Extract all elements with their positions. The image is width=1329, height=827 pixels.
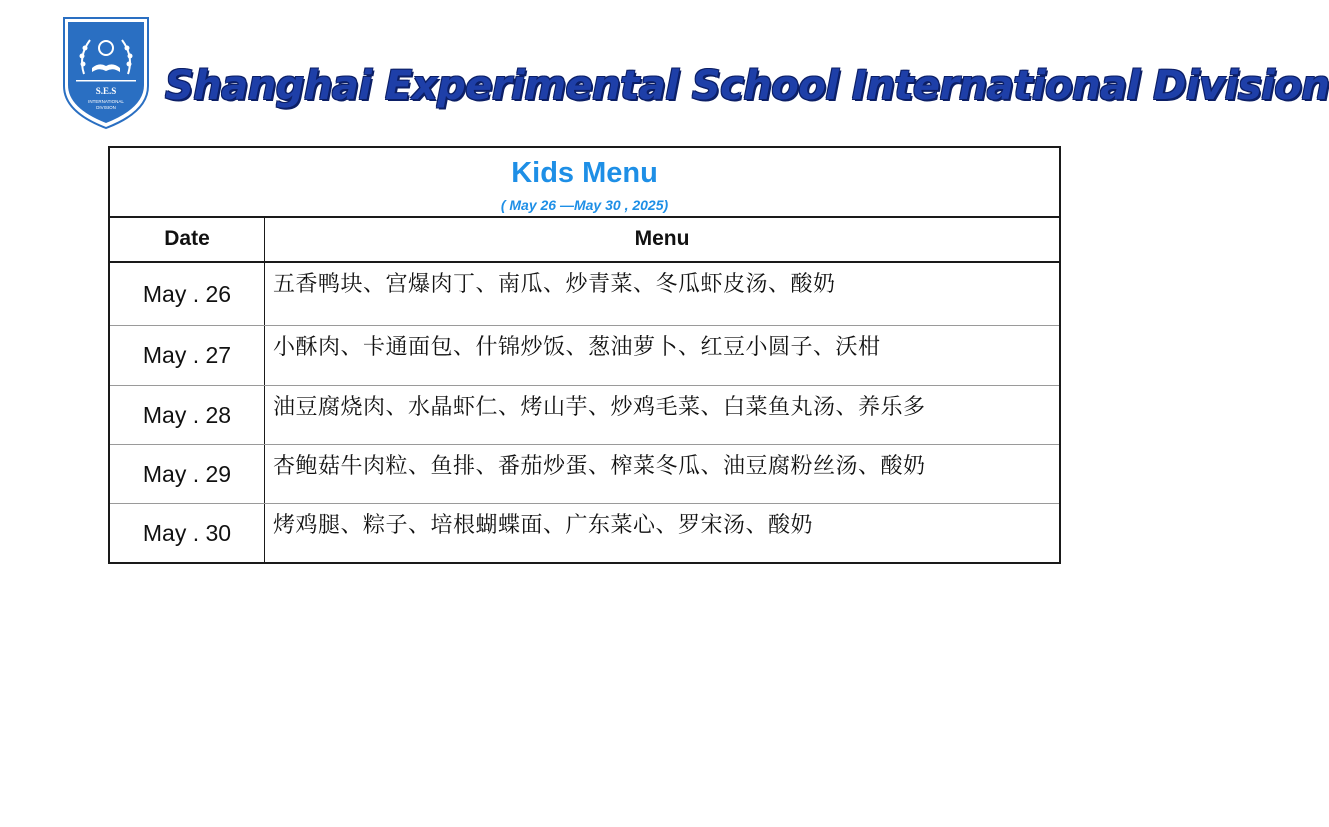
row-date: May . 27: [142, 342, 232, 368]
row-date: May . 29: [142, 460, 232, 487]
school-name: Shanghai Experimental School International Division: [165, 63, 1329, 109]
table-row: [110, 445, 1059, 504]
row-menu-items: 小酥肉、卡通面包、什锦炒饭、葱油萝卜、红豆小圆子、沃柑: [273, 335, 881, 360]
row-date: May . 26: [142, 280, 232, 307]
table-row: [110, 326, 1059, 386]
menu-title-area: [110, 148, 1059, 218]
menu-date-range: ( May 26 —May 30 , 2025): [500, 197, 669, 213]
school-crest-icon: [62, 16, 150, 130]
svg-text:DIVISION: DIVISION: [96, 105, 116, 110]
menu-column-header: Menu: [634, 227, 690, 250]
svg-text:INTERNATIONAL: INTERNATIONAL: [88, 99, 124, 104]
row-menu-items: 杏鲍菇牛肉粒、鱼排、番茄炒蛋、榨菜冬瓜、油豆腐粉丝汤、酸奶: [273, 454, 926, 479]
row-date: May . 28: [142, 401, 232, 428]
row-menu-items: 烤鸡腿、粽子、培根蝴蝶面、广东菜心、罗宋汤、酸奶: [273, 513, 814, 538]
row-date: May . 30: [142, 519, 232, 546]
svg-text:S.E.S: S.E.S: [95, 86, 117, 96]
table-row: [110, 504, 1059, 562]
date-column-header: Date: [164, 227, 210, 250]
table-row: [110, 263, 1059, 326]
row-menu-items: 五香鸭块、宫爆肉丁、南瓜、炒青菜、冬瓜虾皮汤、酸奶: [273, 272, 836, 297]
menu-title: Kids Menu: [511, 157, 658, 189]
row-menu-items: 油豆腐烧肉、水晶虾仁、烤山芋、炒鸡毛菜、白菜鱼丸汤、养乐多: [273, 395, 926, 420]
table-header-row: [110, 216, 1059, 263]
school-crest-logo: [62, 16, 150, 130]
kids-menu-table: [108, 146, 1061, 564]
table-row: [110, 386, 1059, 445]
